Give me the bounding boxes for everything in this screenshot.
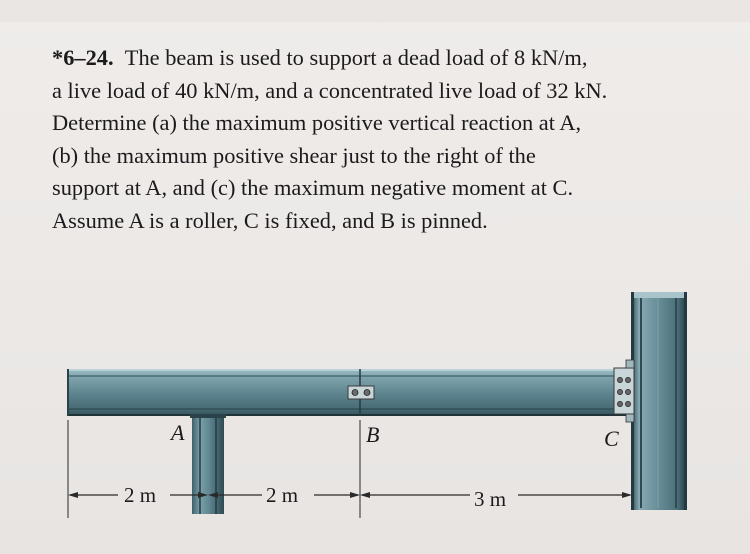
problem-line-6: Assume A is a roller, C is fixed, and B is pinned. [52, 207, 488, 233]
beam [68, 369, 634, 416]
connection-c-bolt-5 [617, 401, 622, 406]
connection-c-bolt-6 [625, 401, 630, 406]
problem-line-2: a live load of 40 kN/m, and a concentrated live load of 32 kN. [52, 77, 608, 103]
dim-arrow-c-right [622, 492, 632, 498]
label-b: B [366, 422, 380, 447]
column-a [190, 414, 226, 514]
column-c [631, 292, 687, 510]
dim-arrow-left-end [68, 492, 78, 498]
problem-text-1: The beam is used to support a dead load of 8 kN/m, [124, 45, 588, 70]
label-c: C [604, 426, 619, 451]
column-a-cap [190, 414, 226, 418]
column-c-edge-right [684, 292, 687, 510]
dim-arrow-b-left [350, 492, 360, 498]
problem-number: *6–24. [52, 45, 114, 70]
dim-label-span1: 2 m [124, 483, 157, 507]
dim-arrow-b-right [360, 492, 370, 498]
connection-c-seat-top [626, 360, 634, 368]
connection-c-angle [614, 368, 634, 414]
dim-label-span2: 2 m [266, 483, 299, 507]
connection-c-bolt-4 [625, 389, 630, 394]
hinge-b-bolt-left [352, 390, 358, 396]
column-a-body [192, 416, 224, 514]
dim-label-span3: 3 m [474, 487, 507, 511]
connection-c-bolt-3 [617, 389, 622, 394]
connection-c [614, 360, 634, 422]
connection-c-bolt-2 [625, 377, 630, 382]
label-a: A [171, 420, 185, 445]
connection-c-bolt-1 [617, 377, 622, 382]
hinge-b-bolt-right [364, 390, 370, 396]
problem-line-5: support at A, and (c) the maximum negative moment at C. [52, 175, 574, 200]
column-c-top-edge [633, 292, 685, 298]
connection-c-seat-bottom [626, 414, 634, 422]
problem-line-4: (b) the maximum positive shear just to the right of the [52, 142, 536, 168]
problem-line-3: Determine (a) the maximum positive vertical reaction at A, [52, 110, 582, 135]
